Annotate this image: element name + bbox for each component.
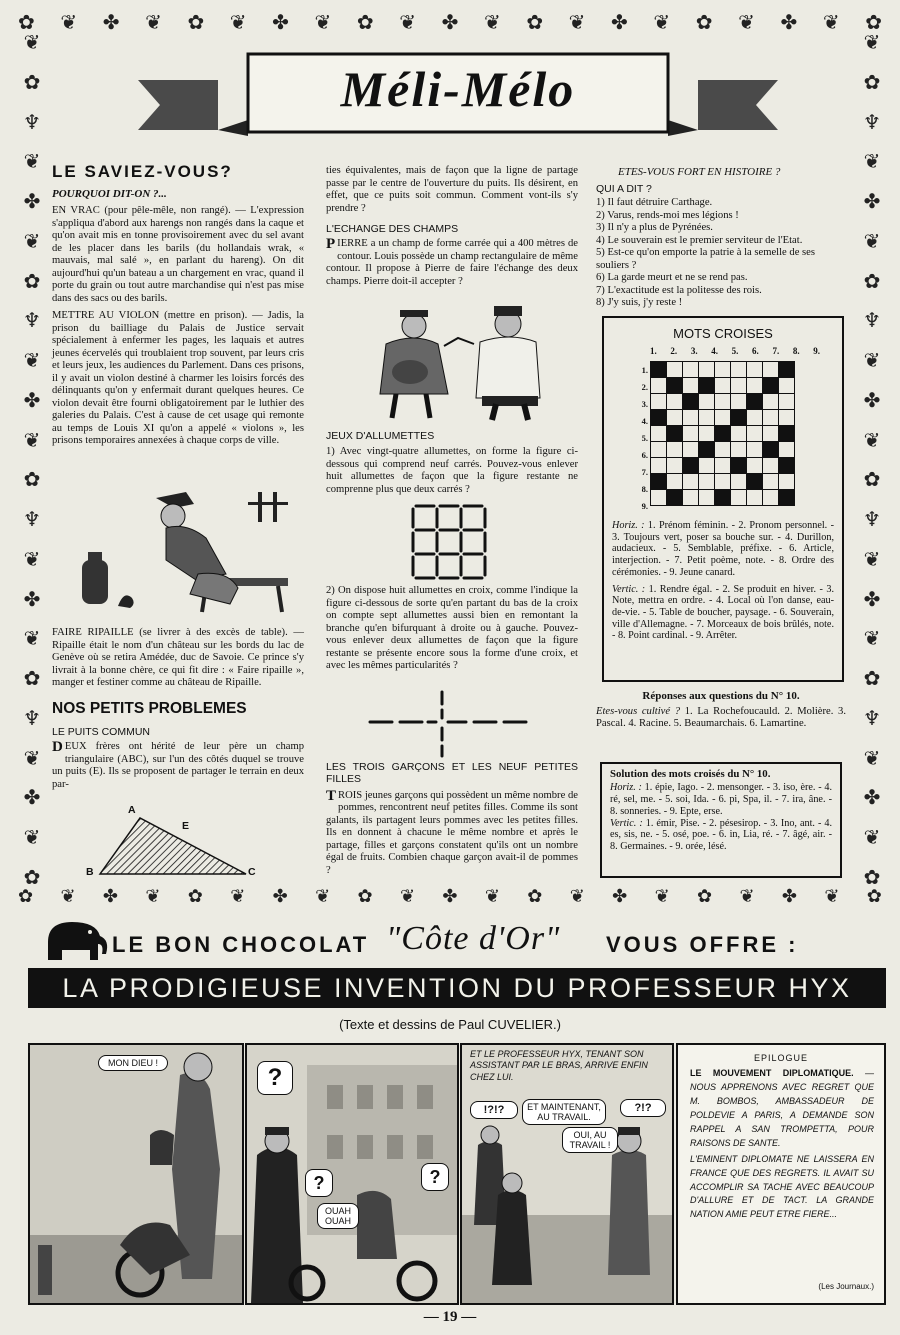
section-subheading: POURQUOI DIT-ON ?... (52, 188, 167, 201)
dropcap-p: P (326, 236, 336, 253)
man-on-bench-drawing (78, 488, 292, 616)
epilogue-source: (Les Journaux.) (818, 1281, 874, 1291)
column-3 (596, 166, 846, 310)
crossword-white-cell[interactable] (715, 362, 731, 378)
crossword-grid (650, 361, 795, 506)
illustration-two-men (356, 300, 566, 424)
right-ornament-border: ❦ ✿ ♆ ❦ ✤ ❦ ✿ ♆ ❦ ✤ ❦ ✿ ♆ ❦ ✤ ❦ ✿ ♆ ❦ ✤ ❦ ✿ (863, 32, 881, 889)
puits-continuation: ties équivalentes, mais de façon que la ligne de partage passe par le centre de l'ouverture du puits. Ils désirent, en effet, que ce puits soit commun. Comment vont-ils s'y prendre ? (326, 165, 578, 214)
comic-credit: (Texte et dessins de Paul CUVELIER.) (339, 1017, 561, 1032)
allumettes-title: JEUX D'ALLUMETTES (326, 430, 435, 442)
crossword-white-cell[interactable] (747, 442, 763, 458)
paragraph-ripaille: FAIRE RIPAILLE (se livrer à des excès de table). — Ripaille était le nom d'un château sur les bords du lac de Genève où se retira Amédée, duc de Savoie. Ce prince s'y livrait à la bonne chère, ce qui fit dire : « Faire ripaille », manger et festiner comme au château de Ripaille. (52, 627, 304, 688)
crossword-white-cell[interactable] (715, 394, 731, 410)
crossword-white-cell[interactable] (779, 410, 795, 426)
crossword-white-cell[interactable] (763, 490, 779, 506)
epilogue-heading: LE MOUVEMENT DIPLOMATIQUE. (690, 1068, 854, 1078)
ad-title-bar: LA PRODIGIEUSE INVENTION DU PROFESSEUR HYX (28, 968, 886, 1008)
paragraph-en-vrac: EN VRAC (pour pêle-mêle, non rangé). — L'expression s'appliqua d'abord aux harengs non rangés dans la caque et qu'on avait mis en tonne provisoirement avec du sel avant de les placer dans les barils (du hollandais wrak, « mauvais, mal salé », en parlant du hareng). On dit aujourd'hui qu'un bateau a un chargement en vrac, quand il porte du grain ou tout autre marchandise qui n'est pas mise dans des sacs ou des barils. (52, 205, 304, 304)
comic-panel-2 (245, 1043, 459, 1305)
crossword-white-cell[interactable] (779, 378, 795, 394)
bubble-ouah-ouah: OUAH OUAH (317, 1203, 359, 1229)
crossword-white-cell[interactable] (683, 410, 699, 426)
bubble-exclaim-2: ?!? (620, 1099, 666, 1117)
crossword-white-cell[interactable] (683, 378, 699, 394)
triangle-label-b: B (86, 866, 94, 878)
crossword-white-cell[interactable] (763, 426, 779, 442)
ad-brand-cote-dor: "Côte d'Or" (386, 920, 561, 957)
epilogue-text-1: — NOUS APPRENONS AVEC REGRET QUE M. BOMBOS, AMBASSADEUR DE POLDEVIE A PARIS, A DEMANDE SON RAPPEL A SAN TROMPETTA, POUR RAISONS DE SANTE. (690, 1068, 874, 1148)
crossword-white-cell[interactable] (731, 442, 747, 458)
vertic-clues: 1. Rendre égal. - 2. Se produit en hiver. - 3. Note, mettra en ordre. - 4. Local où l'on danse, eau-de-vie. - 5. Table de boucher, paysage. - 6. Souverain, ville d'Allemagne. - 7. Morceaux de bois brûlés, note. - 8. Point cardinal. - 9. Arrêter. (612, 583, 835, 642)
crossword-white-cell[interactable] (731, 474, 747, 490)
crossword-white-cell[interactable] (779, 442, 795, 458)
crossword-clues (612, 520, 834, 642)
crossword-black-cell (667, 378, 683, 394)
crossword-white-cell[interactable] (747, 458, 763, 474)
crossword-white-cell[interactable] (763, 458, 779, 474)
section-heading-saviez-vous: LE SAVIEZ-VOUS? (52, 162, 233, 181)
crossword-black-cell (699, 378, 715, 394)
triangle-label-e: E (182, 820, 190, 832)
dropcap-t: T (326, 787, 337, 804)
crossword-black-cell (667, 426, 683, 442)
crossword-white-cell[interactable] (763, 394, 779, 410)
crossword-black-cell (779, 490, 795, 506)
crossword-white-cell[interactable] (667, 394, 683, 410)
panel-3-drawing (462, 1045, 672, 1303)
triangle-label-c: C (248, 866, 256, 878)
left-ornament-border: ❦ ✿ ♆ ❦ ✤ ❦ ✿ ♆ ❦ ✤ ❦ ✿ ♆ ❦ ✤ ❦ ✿ ♆ ❦ ✤ ❦ ✿ (23, 32, 41, 889)
quote-6: 6) La garde meurt et ne se rend pas. (596, 272, 748, 284)
bubble-oui-au-travail: OUI, AU TRAVAIL ! (562, 1127, 618, 1153)
column-1 (52, 162, 304, 453)
horiz-label: Horiz. : (612, 520, 645, 531)
panel-3-caption: ET LE PROFESSEUR HYX, TENANT SON ASSISTANT PAR LE BRAS, ARRIVE ENFIN CHEZ LUI. (470, 1049, 648, 1082)
column-2 (326, 165, 578, 293)
crossword-white-cell[interactable] (667, 362, 683, 378)
epilogue-text-2: L'EMINENT DIPLOMATE NE LAISSERA EN FRANCE QUE DES REGRETS. IL AVAIT SU ACCOMPLIR SA TACHE AVEC BEAUCOUP D'ALLURE ET DE TACT. LA GRANDE NATION AMIE PEUT ETRE FIERE... (690, 1153, 874, 1220)
crossword-title: MOTS CROISES (673, 326, 773, 341)
crossword-column-numbers: 1. 2. 3. 4. 5. 6. 7. 8. 9. (650, 346, 820, 356)
crossword-black-cell (715, 490, 731, 506)
crossword-white-cell[interactable] (715, 458, 731, 474)
crossword-white-cell[interactable] (683, 474, 699, 490)
panel-1-drawing (30, 1045, 242, 1303)
crossword-white-cell[interactable] (667, 442, 683, 458)
bubble-question-3: ? (421, 1163, 449, 1191)
crossword-white-cell[interactable] (651, 426, 667, 442)
two-men-exchanging-drawing (356, 300, 566, 424)
triangle-label-a: A (128, 804, 136, 816)
crossword-row-numbers: 1. 2. 3. 4. 5. 6. 7. 8. 9. (641, 365, 648, 511)
reponses-block (596, 690, 846, 731)
triangle-figure (82, 806, 262, 880)
allumettes-problem-2: 2) On dispose huit allumettes en croix, comme l'indique la figure ci-dessous de sorte qu'en partant du bas de la croix on compte sept allumettes aussi bien en remontant la branche qu'en bifurquant à droite ou à gauche. Pouvez-vous enlever deux allumettes de façon que la figure restante se présente encore sous la forme d'une croix, et avec les mêmes particularités ? (326, 585, 578, 671)
crossword-white-cell[interactable] (763, 362, 779, 378)
crossword-black-cell (779, 458, 795, 474)
crossword-white-cell[interactable] (699, 490, 715, 506)
crossword-white-cell[interactable] (683, 362, 699, 378)
title-banner (138, 50, 778, 140)
quote-5: 5) Est-ce qu'on emporte la patrie à la semelle de ses souliers ? (596, 247, 815, 271)
comic-panel-3 (460, 1043, 674, 1305)
column-1-lower (52, 627, 304, 796)
column-2-allumettes (326, 430, 578, 501)
bottom-ornament-border: ✿ ❦ ✤ ❦ ✿ ❦ ✤ ❦ ✿ ❦ ✤ ❦ ✿ ❦ ✤ ❦ ✿ ❦ ✤ ❦ ✿ (18, 885, 882, 906)
crossword-white-cell[interactable] (747, 362, 763, 378)
crossword-box (602, 316, 844, 682)
elephant-icon (40, 914, 114, 964)
crossword-black-cell (731, 458, 747, 474)
illustration-violin-man (78, 488, 292, 616)
crossword-black-cell (747, 394, 763, 410)
horiz-clues: 1. Prénom féminin. - 2. Pronom personnel. - 3. Toujours vert, poser sa bouche sur. - 4. Durillon, audacieux. - 5. Semblable, préfixe. - 6. Article, interjection. - 7. Petit poème, note. - 8. Ordre des cérémonies. - 9. Jeune canard. (612, 520, 834, 578)
section-heading-problemes: NOS PETITS PROBLEMES (52, 699, 247, 717)
crossword-white-cell[interactable] (779, 474, 795, 490)
crossword-white-cell[interactable] (715, 410, 731, 426)
quote-7: 7) L'exactitude est la politesse des rois. (596, 284, 762, 296)
crossword-black-cell (699, 442, 715, 458)
top-ornament-border: ✿ ❦ ✤ ❦ ✿ ❦ ✤ ❦ ✿ ❦ ✤ ❦ ✿ ❦ ✤ ❦ ✿ ❦ ✤ ❦ ✿ (18, 11, 882, 34)
ad-headline (40, 920, 880, 968)
bubble-question-1: ? (257, 1061, 293, 1095)
column-2-allumettes-2 (326, 585, 578, 678)
allumettes-problem-1: 1) Avec vingt-quatre allumettes, on forme la figure ci-dessous qui comprend neuf carrés. Pouvez-vous enlever huit allumettes de façon que la figure restante ne comprenne plus que deux carrés ? (326, 446, 578, 495)
bubble-mon-dieu: MON DIEU ! (98, 1055, 168, 1071)
crossword-white-cell[interactable] (731, 490, 747, 506)
crossword-white-cell[interactable] (651, 490, 667, 506)
quote-8: 8) J'y suis, j'y reste ! (596, 297, 683, 309)
histoire-title: ETES-VOUS FORT EN HISTOIRE ? (618, 166, 781, 178)
dropcap-d: D (52, 739, 63, 756)
crossword-white-cell[interactable] (667, 410, 683, 426)
crossword-white-cell[interactable] (747, 490, 763, 506)
crossword-white-cell[interactable] (651, 378, 667, 394)
epilogue-title: EPILOGUE (753, 1053, 808, 1063)
quote-3: 3) Il n'y a plus de Pyrénées. (596, 222, 713, 234)
crossword-black-cell (683, 394, 699, 410)
crossword-white-cell[interactable] (715, 378, 731, 394)
reponses-text: 1. La Rochefoucauld. 2. Molière. 3. Pascal. 4. Racine. 5. Beaumarchais. 6. Lamartine. (596, 705, 846, 730)
trois-garcons-text: ROIS jeunes garçons qui possèdent un même nombre de pommes, rencontrent neuf petites filles. Comme ils sont galants, ils partagent leurs pommes avec les petites filles. Ils en donnent à chacune le même nombre et après le partage, filles et garçons constatent qu'ils ont un nombre égal de fruits. Combien chaque garçon avait-il de pommes ? (326, 789, 578, 876)
sol-vertic-label: Vertic. : (610, 817, 643, 829)
crossword-white-cell[interactable] (651, 394, 667, 410)
crossword-white-cell[interactable] (731, 426, 747, 442)
paragraph-violon: METTRE AU VIOLON (mettre en prison). — Jadis, la prison du bailliage du Palais de Justice servait spécialement à enfermer les pages, les laquais et autres jeunes écervelés qui troublaient trop souvent, par leurs cris et leurs jeux, les audiences du Parlement. Dans ces prisons, il y avait un violon destiné à charmer les loisirs forcés des délinquants qu'on y enfermait durant quelques heures. Ce violon devait être fourni obligatoirement par le luthier des galeries du Palais. C'est à cause de cet usage qui remonte au temps de Louis XI qu'on a appelé « violons », les prisons temporaires annexées à chaque corps de ville. (52, 310, 304, 447)
puits-title: LE PUITS COMMUN (52, 725, 151, 738)
cross-of-matches (362, 688, 542, 760)
comic-panel-epilogue (676, 1043, 886, 1305)
quote-1: 1) Il faut détruire Carthage. (596, 197, 713, 209)
crossword-black-cell (651, 410, 667, 426)
crossword-white-cell[interactable] (779, 394, 795, 410)
sol-horiz-label: Horiz. : (610, 782, 642, 794)
crossword-white-cell[interactable] (667, 474, 683, 490)
banner-title: Méli-Mélo (340, 61, 576, 117)
triangle-abc-diagram (82, 806, 262, 880)
crossword-black-cell (763, 442, 779, 458)
crossword-black-cell (667, 490, 683, 506)
crossword-black-cell (731, 410, 747, 426)
solution-title: Solution des mots croisés du N° 10. (610, 768, 771, 780)
crossword-white-cell[interactable] (667, 458, 683, 474)
bubble-question-2: ? (305, 1169, 333, 1197)
qui-a-dit-title: QUI A DIT ? (596, 182, 652, 195)
solution-box (600, 762, 842, 878)
crossword-black-cell (779, 426, 795, 442)
crossword-white-cell[interactable] (715, 442, 731, 458)
crossword-white-cell[interactable] (763, 410, 779, 426)
crossword-black-cell (683, 458, 699, 474)
crossword-white-cell[interactable] (683, 426, 699, 442)
crossword-white-cell[interactable] (651, 442, 667, 458)
crossword-white-cell[interactable] (699, 410, 715, 426)
nine-squares-matches (410, 502, 490, 582)
comic-panel-1 (28, 1043, 244, 1305)
bubble-exclaim-1: !?!? (470, 1101, 518, 1119)
crossword-white-cell[interactable] (747, 426, 763, 442)
bubble-et-maintenant: ET MAINTENANT, AU TRAVAIL. (522, 1099, 606, 1125)
crossword-black-cell (651, 474, 667, 490)
crossword-white-cell[interactable] (651, 458, 667, 474)
crossword-white-cell[interactable] (747, 410, 763, 426)
crossword-white-cell[interactable] (747, 378, 763, 394)
crossword-black-cell (747, 474, 763, 490)
crossword-white-cell[interactable] (731, 394, 747, 410)
trois-garcons-title: LES TROIS GARÇONS ET LES NEUF PETITES FILLES (326, 761, 578, 786)
crossword-white-cell[interactable] (683, 490, 699, 506)
echange-title: L'ECHANGE DES CHAMPS (326, 223, 459, 235)
matchstick-cross-figure (362, 688, 542, 760)
matchstick-grid-figure (410, 502, 490, 582)
echange-text: IERRE a un champ de forme carrée qui a 400 mètres de contour. Louis possède un champ rectangulaire de même contour. Il propose à Pierre de faire l'échange des deux champs. Pierre doit-il accepter ? (326, 238, 578, 287)
crossword-white-cell[interactable] (731, 362, 747, 378)
crossword-white-cell[interactable] (699, 474, 715, 490)
crossword-white-cell[interactable] (699, 458, 715, 474)
crossword-black-cell (651, 362, 667, 378)
crossword-white-cell[interactable] (699, 362, 715, 378)
reponses-title: Réponses aux questions du N° 10. (642, 690, 800, 702)
ad-line1-left: LE BON CHOCOLAT (112, 932, 370, 957)
quote-4: 4) Le souverain est le premier serviteur de l'Etat. (596, 234, 803, 246)
crossword-black-cell (763, 378, 779, 394)
sol-vertic-text: 1. émir, Pise. - 2. pésesirop. - 3. Ino, ant. - 4. es, sis, ne. - 5. osé, poe. - 6. in, Lia, ré. - 7. âgé, air. - 8. Germaines. - 9. orée, lésé. (610, 817, 833, 852)
crossword-white-cell[interactable] (699, 426, 715, 442)
crossword-white-cell[interactable] (731, 378, 747, 394)
vertic-label: Vertic. : (612, 583, 646, 595)
crossword-black-cell (715, 426, 731, 442)
page-number: — 19 — (423, 1309, 477, 1325)
crossword-white-cell[interactable] (715, 474, 731, 490)
quote-2: 2) Varus, rends-moi mes légions ! (596, 209, 739, 221)
sol-horiz-text: 1. épie, Iago. - 2. mensonger. - 3. iso, ère. - 4. ré, sel, me. - 5. soi, Ida. - 6. pi, Spa, il. - 7. ira, âne. - 8. sonneries. - 9. Epte, erse. (610, 782, 832, 817)
crossword-white-cell[interactable] (699, 394, 715, 410)
crossword-white-cell[interactable] (683, 442, 699, 458)
ad-line1-right: VOUS OFFRE : (606, 932, 799, 957)
crossword-white-cell[interactable] (763, 474, 779, 490)
puits-text: EUX frères ont hérité de leur père un champ triangulaire (ABC), sur l'un des côtés duquel se trouve un puits (E). Ils se proposent de partager le terrain en deux par- (52, 741, 304, 790)
crossword-black-cell (779, 362, 795, 378)
column-2-trois (326, 761, 578, 882)
reponses-label: Etes-vous cultivé ? (596, 705, 681, 717)
